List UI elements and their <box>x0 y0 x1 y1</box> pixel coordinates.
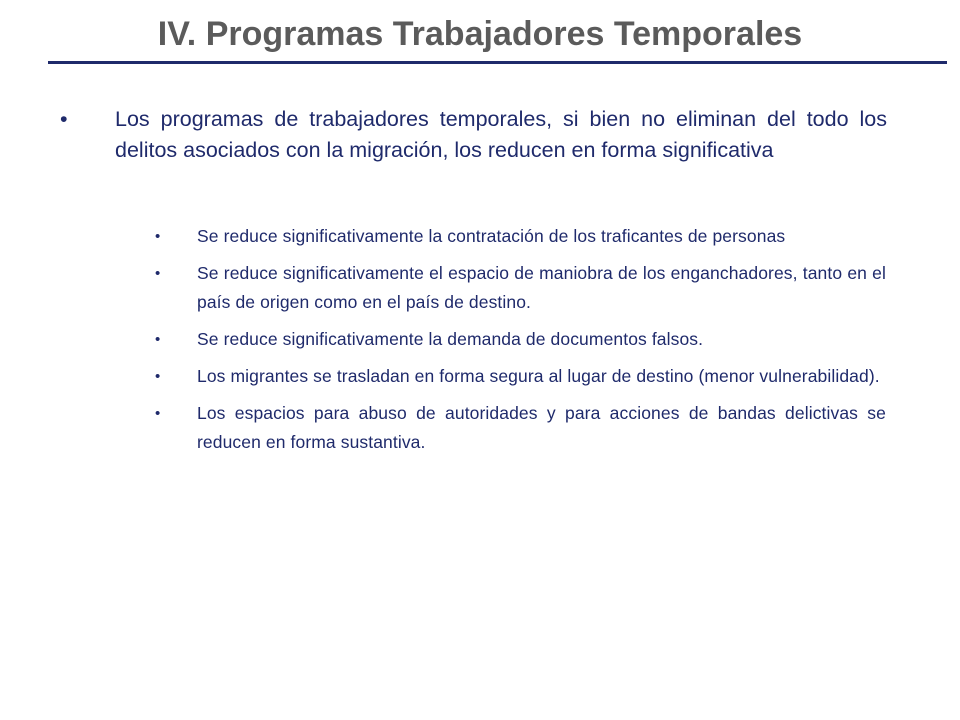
bullet-icon: • <box>155 368 161 385</box>
sub-bullet-text: Se reduce significativamente la demanda de documentos falsos. <box>197 329 704 349</box>
sub-bullet-list <box>155 222 886 465</box>
bullet-icon: • <box>155 265 161 282</box>
sub-bullet <box>155 399 886 457</box>
title-divider <box>48 61 947 64</box>
sub-bullet <box>155 325 886 354</box>
sub-bullet-text: Se reduce significativamente el espacio de maniobra de los enganchadores, tanto en el país de origen como en el país de destino. <box>197 263 886 312</box>
sub-bullet-text: Los espacios para abuso de autoridades y para acciones de bandas delictivas se reducen en forma sustantiva. <box>197 403 886 452</box>
sub-bullet <box>155 259 886 317</box>
sub-bullet <box>155 362 886 391</box>
bullet-icon: • <box>155 228 161 245</box>
main-bullet-text: Los programas de trabajadores temporales, si bien no eliminan del todo los delitos asociados con la migración, los reducen en forma significativa <box>115 107 887 162</box>
main-bullet <box>60 104 887 166</box>
sub-bullet-text: Los migrantes se trasladan en forma segura al lugar de destino (menor vulnerabilidad). <box>197 366 880 386</box>
sub-bullet-text: Se reduce significativamente la contratación de los traficantes de personas <box>197 226 786 246</box>
bullet-icon: • <box>155 331 161 348</box>
sub-bullet <box>155 222 886 251</box>
bullet-icon: • <box>155 405 161 422</box>
bullet-icon: • <box>60 107 68 131</box>
slide-title: IV. Programas Trabajadores Temporales <box>157 15 803 53</box>
